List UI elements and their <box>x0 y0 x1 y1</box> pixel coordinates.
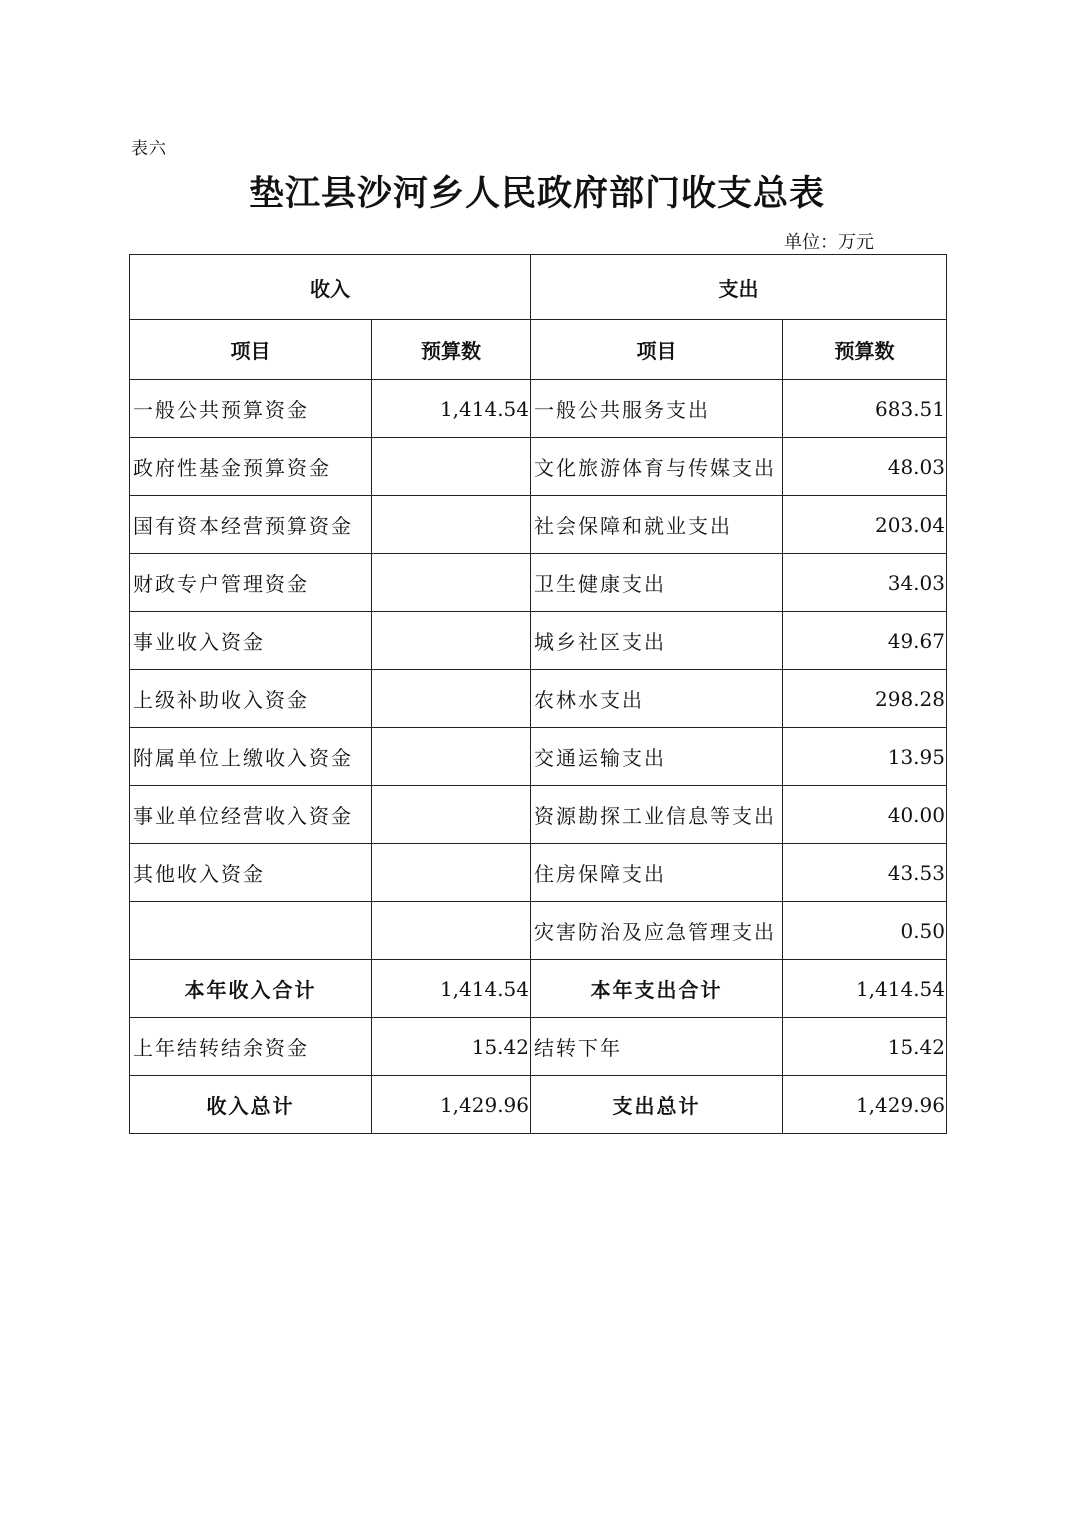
income-item: 财政专户管理资金 <box>130 554 372 612</box>
table-row <box>130 380 947 438</box>
income-item: 政府性基金预算资金 <box>130 438 372 496</box>
expense-item: 住房保障支出 <box>531 844 783 902</box>
income-item: 事业单位经营收入资金 <box>130 786 372 844</box>
column-header-row <box>130 320 947 380</box>
table-row <box>130 612 947 670</box>
income-amount: 1,414.54 <box>372 380 531 438</box>
income-amount <box>372 902 531 960</box>
page-title: 垫江县沙河乡人民政府部门收支总表 <box>248 173 825 214</box>
income-carryover-label: 上年结转结余资金 <box>130 1018 372 1076</box>
income-amount <box>372 554 531 612</box>
income-amount <box>372 728 531 786</box>
expense-total-amount: 1,429.96 <box>783 1076 947 1134</box>
expense-item-header: 项目 <box>531 320 783 380</box>
expense-amount: 203.04 <box>783 496 947 554</box>
income-item: 一般公共预算资金 <box>130 380 372 438</box>
budget-summary-table <box>129 254 947 1134</box>
carryover-row <box>130 1018 947 1076</box>
income-amount <box>372 786 531 844</box>
income-carryover-amount: 15.42 <box>372 1018 531 1076</box>
expense-amount: 683.51 <box>783 380 947 438</box>
table-row <box>130 496 947 554</box>
income-section-header: 收入 <box>130 255 531 320</box>
expense-item: 交通运输支出 <box>531 728 783 786</box>
income-item: 其他收入资金 <box>130 844 372 902</box>
table-row <box>130 670 947 728</box>
expense-amount: 43.53 <box>783 844 947 902</box>
expense-item: 城乡社区支出 <box>531 612 783 670</box>
expense-carryover-amount: 15.42 <box>783 1018 947 1076</box>
expense-amount: 49.67 <box>783 612 947 670</box>
income-subtotal-label: 本年收入合计 <box>130 960 372 1018</box>
income-item <box>130 902 372 960</box>
expense-total-label: 支出总计 <box>531 1076 783 1134</box>
income-item: 事业收入资金 <box>130 612 372 670</box>
table-row <box>130 554 947 612</box>
table-row <box>130 844 947 902</box>
income-amount <box>372 438 531 496</box>
income-item: 附属单位上缴收入资金 <box>130 728 372 786</box>
income-amount <box>372 670 531 728</box>
expense-item: 一般公共服务支出 <box>531 380 783 438</box>
income-total-amount: 1,429.96 <box>372 1076 531 1134</box>
income-budget-header: 预算数 <box>372 320 531 380</box>
income-total-label: 收入总计 <box>130 1076 372 1134</box>
expense-budget-header: 预算数 <box>783 320 947 380</box>
income-amount <box>372 612 531 670</box>
income-item: 上级补助收入资金 <box>130 670 372 728</box>
income-subtotal-amount: 1,414.54 <box>372 960 531 1018</box>
expense-item: 文化旅游体育与传媒支出 <box>531 438 783 496</box>
table-row <box>130 728 947 786</box>
unit-label: 单位：万元 <box>784 232 874 253</box>
income-amount <box>372 496 531 554</box>
income-amount <box>372 844 531 902</box>
income-item-header: 项目 <box>130 320 372 380</box>
expense-subtotal-label: 本年支出合计 <box>531 960 783 1018</box>
table-tag: 表六 <box>131 139 167 159</box>
expense-amount: 13.95 <box>783 728 947 786</box>
table-row <box>130 438 947 496</box>
expense-amount: 34.03 <box>783 554 947 612</box>
expense-amount: 0.50 <box>783 902 947 960</box>
income-item: 国有资本经营预算资金 <box>130 496 372 554</box>
expense-item: 农林水支出 <box>531 670 783 728</box>
expense-amount: 298.28 <box>783 670 947 728</box>
section-header-row <box>130 255 947 320</box>
table-row <box>130 902 947 960</box>
table-row <box>130 786 947 844</box>
expense-carryover-label: 结转下年 <box>531 1018 783 1076</box>
expense-item: 灾害防治及应急管理支出 <box>531 902 783 960</box>
expense-item: 卫生健康支出 <box>531 554 783 612</box>
expense-section-header: 支出 <box>531 255 947 320</box>
expense-item: 社会保障和就业支出 <box>531 496 783 554</box>
expense-subtotal-amount: 1,414.54 <box>783 960 947 1018</box>
grand-total-row <box>130 1076 947 1134</box>
subtotal-row <box>130 960 947 1018</box>
expense-amount: 48.03 <box>783 438 947 496</box>
expense-amount: 40.00 <box>783 786 947 844</box>
expense-item: 资源勘探工业信息等支出 <box>531 786 783 844</box>
